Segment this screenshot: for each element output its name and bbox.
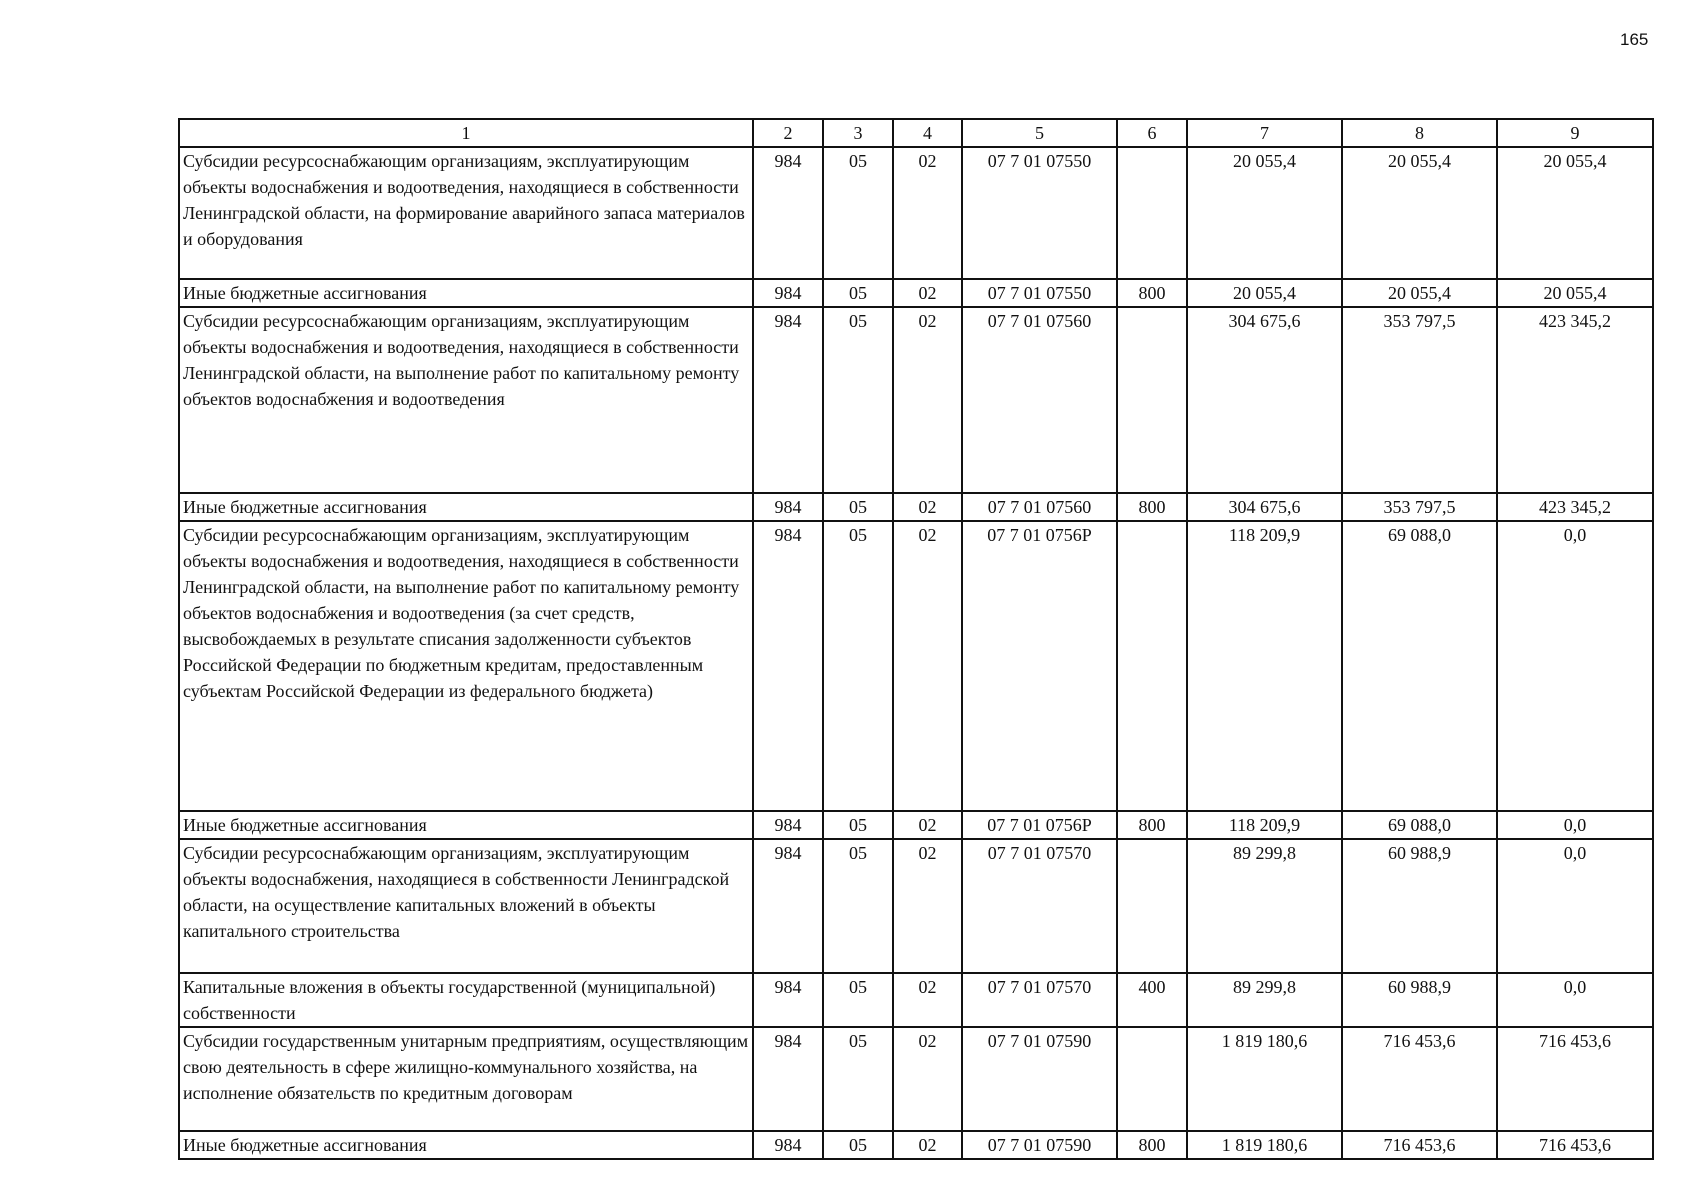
- cell-col7: 20 055,4: [1187, 279, 1342, 307]
- column-header: 7: [1187, 119, 1342, 147]
- cell-col9: 423 345,2: [1497, 493, 1653, 521]
- cell-col9: 0,0: [1497, 521, 1653, 811]
- cell-col8: 20 055,4: [1342, 279, 1497, 307]
- cell-col9: 423 345,2: [1497, 307, 1653, 493]
- cell-col6: 800: [1117, 493, 1187, 521]
- cell-col5: 07 7 01 07590: [962, 1131, 1117, 1159]
- cell-col4: 02: [893, 279, 962, 307]
- cell-col3: 05: [823, 521, 893, 811]
- cell-col3: 05: [823, 973, 893, 1027]
- cell-col6: 800: [1117, 1131, 1187, 1159]
- table-row: [179, 493, 1653, 521]
- cell-col9: 716 453,6: [1497, 1027, 1653, 1131]
- cell-col9: 20 055,4: [1497, 147, 1653, 279]
- cell-col7: 89 299,8: [1187, 973, 1342, 1027]
- cell-col4: 02: [893, 307, 962, 493]
- table-row: [179, 1131, 1653, 1159]
- budget-table: [178, 118, 1654, 1160]
- cell-col2: 984: [753, 279, 823, 307]
- cell-col8: 69 088,0: [1342, 811, 1497, 839]
- cell-col7: 89 299,8: [1187, 839, 1342, 973]
- cell-col4: 02: [893, 973, 962, 1027]
- cell-col6: 800: [1117, 279, 1187, 307]
- cell-col6: 800: [1117, 811, 1187, 839]
- cell-col3: 05: [823, 839, 893, 973]
- column-header: 1: [179, 119, 753, 147]
- row-description: Субсидии ресурсоснабжающим организациям, эксплуатирующим объекты водоснабжения и водоотведения, находящиеся в собственности Ленинградской области, на выполнение работ по капитальному ремонту объектов водоснабжения и водоотведения (за счет средств, высвобождаемых в результате списания задолженности субъектов Российской Федерации по бюджетным кредитам, предоставленным субъектам Российской Федерации из федерального бюджета): [179, 521, 753, 811]
- column-header: 2: [753, 119, 823, 147]
- column-header: 6: [1117, 119, 1187, 147]
- cell-col8: 60 988,9: [1342, 839, 1497, 973]
- cell-col2: 984: [753, 1027, 823, 1131]
- cell-col8: 353 797,5: [1342, 493, 1497, 521]
- header-row: [179, 119, 1653, 147]
- row-description: Иные бюджетные ассигнования: [179, 811, 753, 839]
- row-description: Субсидии ресурсоснабжающим организациям, эксплуатирующим объекты водоснабжения и водоотведения, находящиеся в собственности Ленинградской области, на выполнение работ по капитальному ремонту объектов водоснабжения и водоотведения: [179, 307, 753, 493]
- cell-col2: 984: [753, 839, 823, 973]
- row-description: Субсидии государственным унитарным предприятиям, осуществляющим свою деятельность в сфере жилищно-коммунального хозяйства, на исполнение обязательств по кредитным договорам: [179, 1027, 753, 1131]
- cell-col2: 984: [753, 147, 823, 279]
- cell-col3: 05: [823, 811, 893, 839]
- cell-col2: 984: [753, 307, 823, 493]
- table-row: [179, 811, 1653, 839]
- cell-col6: [1117, 1027, 1187, 1131]
- row-description: Иные бюджетные ассигнования: [179, 493, 753, 521]
- cell-col6: [1117, 839, 1187, 973]
- cell-col5: 07 7 01 07560: [962, 307, 1117, 493]
- cell-col6: [1117, 147, 1187, 279]
- row-description: Субсидии ресурсоснабжающим организациям, эксплуатирующим объекты водоснабжения и водоотведения, находящиеся в собственности Ленинградской области, на формирование аварийного запаса материалов и оборудования: [179, 147, 753, 279]
- cell-col3: 05: [823, 1027, 893, 1131]
- cell-col9: 0,0: [1497, 839, 1653, 973]
- cell-col9: 716 453,6: [1497, 1131, 1653, 1159]
- cell-col6: [1117, 521, 1187, 811]
- cell-col6: 400: [1117, 973, 1187, 1027]
- cell-col4: 02: [893, 1027, 962, 1131]
- cell-col5: 07 7 01 07570: [962, 973, 1117, 1027]
- table-row: [179, 1027, 1653, 1131]
- row-description: Капитальные вложения в объекты государственной (муниципальной) собственности: [179, 973, 753, 1027]
- column-header: 3: [823, 119, 893, 147]
- cell-col5: 07 7 01 0756Р: [962, 521, 1117, 811]
- cell-col9: 20 055,4: [1497, 279, 1653, 307]
- cell-col4: 02: [893, 493, 962, 521]
- cell-col7: 1 819 180,6: [1187, 1131, 1342, 1159]
- column-header: 8: [1342, 119, 1497, 147]
- page-number: 165: [1620, 30, 1649, 49]
- table-row: [179, 973, 1653, 1027]
- cell-col7: 118 209,9: [1187, 811, 1342, 839]
- table-row: [179, 147, 1653, 279]
- cell-col3: 05: [823, 279, 893, 307]
- row-description: Иные бюджетные ассигнования: [179, 1131, 753, 1159]
- cell-col2: 984: [753, 521, 823, 811]
- cell-col8: 716 453,6: [1342, 1027, 1497, 1131]
- cell-col2: 984: [753, 1131, 823, 1159]
- cell-col5: 07 7 01 07570: [962, 839, 1117, 973]
- cell-col8: 716 453,6: [1342, 1131, 1497, 1159]
- cell-col2: 984: [753, 973, 823, 1027]
- column-header: 9: [1497, 119, 1653, 147]
- cell-col4: 02: [893, 521, 962, 811]
- table-row: [179, 521, 1653, 811]
- cell-col4: 02: [893, 147, 962, 279]
- cell-col3: 05: [823, 307, 893, 493]
- table-row: [179, 839, 1653, 973]
- cell-col4: 02: [893, 811, 962, 839]
- cell-col8: 60 988,9: [1342, 973, 1497, 1027]
- cell-col7: 1 819 180,6: [1187, 1027, 1342, 1131]
- cell-col5: 07 7 01 07590: [962, 1027, 1117, 1131]
- cell-col9: 0,0: [1497, 973, 1653, 1027]
- cell-col4: 02: [893, 1131, 962, 1159]
- cell-col2: 984: [753, 811, 823, 839]
- column-header: 4: [893, 119, 962, 147]
- cell-col3: 05: [823, 1131, 893, 1159]
- cell-col5: 07 7 01 07550: [962, 147, 1117, 279]
- cell-col9: 0,0: [1497, 811, 1653, 839]
- cell-col8: 20 055,4: [1342, 147, 1497, 279]
- cell-col4: 02: [893, 839, 962, 973]
- table-row: [179, 307, 1653, 493]
- cell-col6: [1117, 307, 1187, 493]
- cell-col5: 07 7 01 07560: [962, 493, 1117, 521]
- cell-col7: 304 675,6: [1187, 493, 1342, 521]
- cell-col5: 07 7 01 07550: [962, 279, 1117, 307]
- cell-col3: 05: [823, 147, 893, 279]
- cell-col7: 118 209,9: [1187, 521, 1342, 811]
- cell-col7: 20 055,4: [1187, 147, 1342, 279]
- cell-col5: 07 7 01 0756Р: [962, 811, 1117, 839]
- cell-col8: 353 797,5: [1342, 307, 1497, 493]
- row-description: Иные бюджетные ассигнования: [179, 279, 753, 307]
- column-header: 5: [962, 119, 1117, 147]
- table-row: [179, 279, 1653, 307]
- cell-col3: 05: [823, 493, 893, 521]
- cell-col8: 69 088,0: [1342, 521, 1497, 811]
- cell-col2: 984: [753, 493, 823, 521]
- cell-col7: 304 675,6: [1187, 307, 1342, 493]
- row-description: Субсидии ресурсоснабжающим организациям, эксплуатирующим объекты водоснабжения, находящиеся в собственности Ленинградской области, на осуществление капитальных вложений в объекты капитального строительства: [179, 839, 753, 973]
